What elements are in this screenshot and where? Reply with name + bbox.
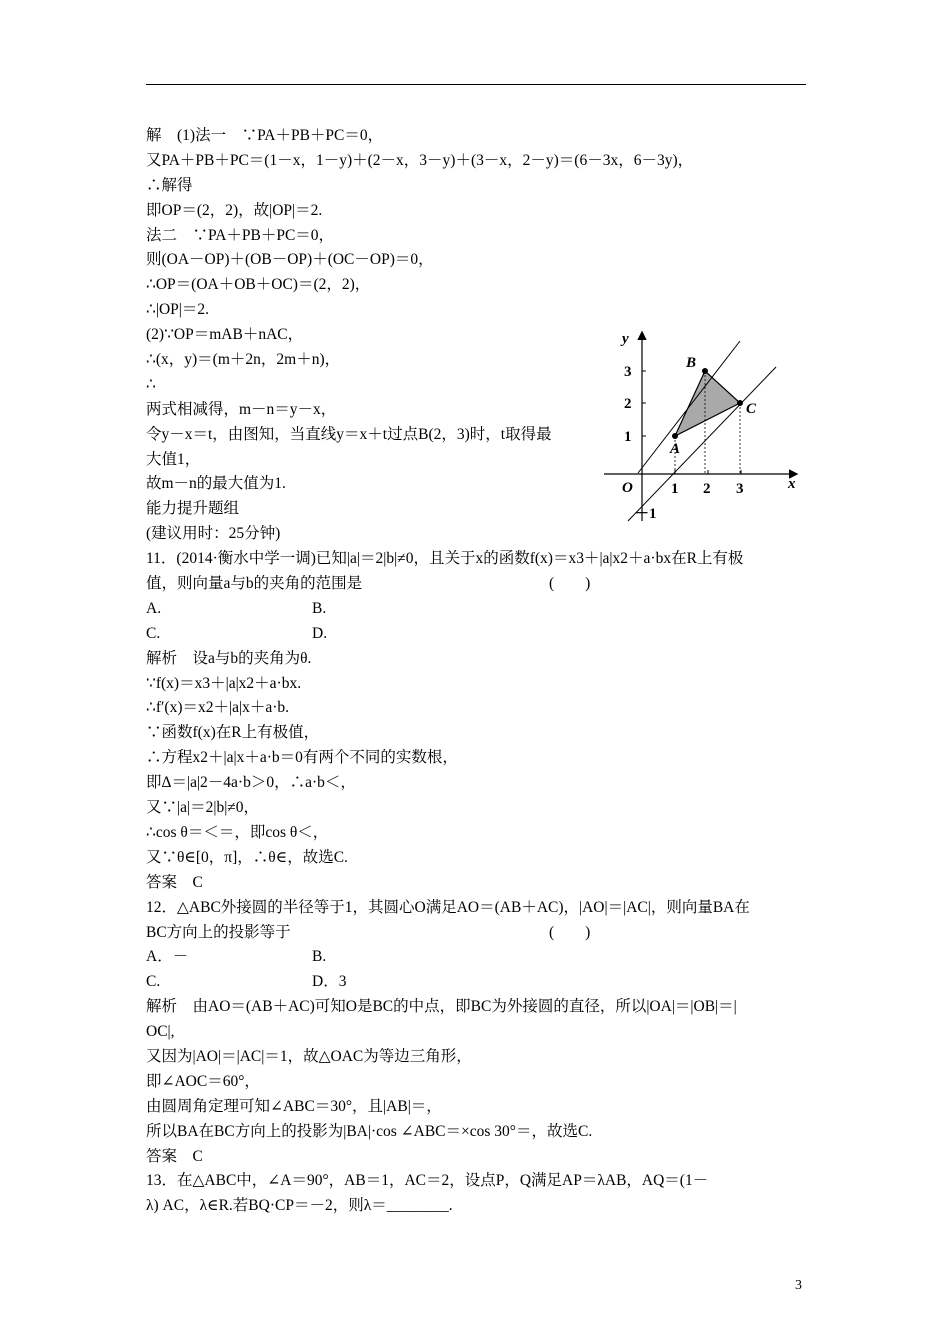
solution-line: 两式相减得，m－n＝y－x， [146,400,337,418]
y-tick-label: 2 [624,396,632,412]
solution-line: 法二 ∵PA＋PB＋PC＝0， [146,226,335,244]
point-c-marker [737,400,743,406]
question-11-choices [146,597,810,622]
analysis-line: 又∵|a|＝2|b|≠0， [146,799,260,817]
solution-line: 则(OA－OP)＋(OB－OP)＋(OC－OP)＝0， [146,251,434,269]
solution-line: 故m－n的最大值为1. [146,475,286,493]
x-axis-label: x [788,476,796,492]
answer-line: 答案 C [146,1147,203,1165]
solution-line: 令y－x＝t，由图知，当直线y＝x＋t过点B(2，3)时，t取得最 [146,425,552,443]
question-13-stem: 13．在△ABC中，∠A＝90°，AB＝1，AC＝2，设点P，Q满足AP＝λAB，AQ＝(1－ [146,1172,709,1190]
solution-line: ∴|OP|＝2. [146,301,210,319]
y-tick-label: 1 [624,429,632,445]
analysis-line: 解析 由AO＝(AB＋AC)可知O是BC的中点，即BC为外接圆的直径，所以|OA|＝|OB|＝| [146,998,737,1016]
solution-line: (2)∵OP＝mAB＋nAC， [146,326,304,344]
analysis-line: 所以BA在BC方向上的投影为|BA|·cos ∠ABC＝×cos 30°＝，故选C. [146,1122,593,1140]
analysis-line: ∵f(x)＝x3＋|a|x2＋a·bx. [146,674,302,692]
coordinate-graph [598,325,808,525]
y-tick-label: 3 [624,364,632,380]
analysis-line: 即Δ＝|a|2－4a·b＞0，∴a·b＜， [146,774,356,792]
time-suggestion: (建议用时：25分钟) [146,525,281,543]
solution-line: 即OP＝(2，2)，故|OP|＝2. [146,201,323,219]
point-c-label: C [746,401,757,417]
choice-a: A. [146,599,162,617]
answer-line: 答案 C [146,873,203,891]
question-12-choices [146,945,810,970]
answer-blank: ( ) [549,575,591,593]
solution-line: ∴OP＝(OA＋OB＋OC)＝(2，2)， [146,276,371,294]
analysis-line: ∴f′(x)＝x2＋|a|x＋a·b. [146,699,289,717]
analysis-line: 解析 设a与b的夹角为θ. [146,649,312,667]
header-rule [146,84,806,85]
choice-b: B. [312,948,327,966]
point-b-label: B [686,355,697,371]
y-axis-label: y [622,331,629,347]
question-12-stem-end [146,921,810,946]
solution-line: 大值1， [146,450,201,468]
origin-label: O [622,480,633,496]
choice-c: C. [146,973,161,991]
choice-c: C. [146,624,161,642]
x-tick-label: 3 [736,481,744,497]
solution-line: ∴解得 [146,176,193,194]
point-a-label: A [670,441,681,457]
solution-line: ∴ [146,375,156,393]
section-heading: 能力提升题组 [146,500,240,518]
analysis-line: 又因为|AO|＝|AC|＝1，故△OAC为等边三角形， [146,1047,472,1065]
x-tick-label: 2 [703,481,711,497]
point-b-marker [702,368,708,374]
answer-blank: ( ) [549,923,591,941]
analysis-line: ∴方程x2＋|a|x＋a·b＝0有两个不同的实数根， [146,749,458,767]
question-11-text: 值，则向量a与b的夹角的范围是 [146,575,363,593]
analysis-line: ∴cos θ＝＜＝，即cos θ＜， [146,823,329,841]
question-13-stem: λ) AC，λ∈R.若BQ·CP＝－2，则λ＝________. [146,1197,453,1215]
solution-line: ∴(x，y)＝(m＋2n，2m＋n)， [146,351,341,369]
solution-line: 解 (1)法一 ∵PA＋PB＋PC＝0， [146,127,384,144]
question-11-choices [146,622,810,647]
question-12-stem: 12．△ABC外接圆的半径等于1，其圆心O满足AO＝(AB＋AC)，|AO|＝|AC|，则向量BA在 [146,898,750,916]
question-12-text: BC方向上的投影等于 [146,923,291,941]
choice-d: D．3 [312,973,347,991]
x-tick-label: 1 [671,481,679,497]
question-11-stem-end [146,572,810,597]
analysis-line: 由圆周角定理可知∠ABC＝30°，且|AB|＝， [146,1097,442,1115]
choice-d: D. [312,624,328,642]
choice-b: B. [312,599,327,617]
question-12-choices [146,970,810,995]
question-11-stem: 11．(2014·衡水中学一调)已知|a|＝2|b|≠0，且关于x的函数f(x)＝x3＋|a|x2＋a·bx在R上有极 [146,550,744,568]
neg-tick-label: －1 [634,506,657,522]
document-body [146,124,810,1219]
point-a-marker [672,433,678,439]
analysis-line: 又∵θ∈[0，π]，∴θ∈，故选C. [146,848,348,866]
page-number: 3 [795,1278,802,1293]
choice-a: A．－ [146,948,189,966]
analysis-line: ∵函数f(x)在R上有极值， [146,724,320,742]
shaded-triangle [675,371,740,436]
analysis-line: 即∠AOC＝60°， [146,1072,260,1090]
solution-line: 又PA＋PB＋PC＝(1－x，1－y)＋(2－x，3－y)＋(3－x，2－y)＝(6－3x，6－3y)， [146,151,694,169]
analysis-line: OC|, [146,1023,175,1041]
